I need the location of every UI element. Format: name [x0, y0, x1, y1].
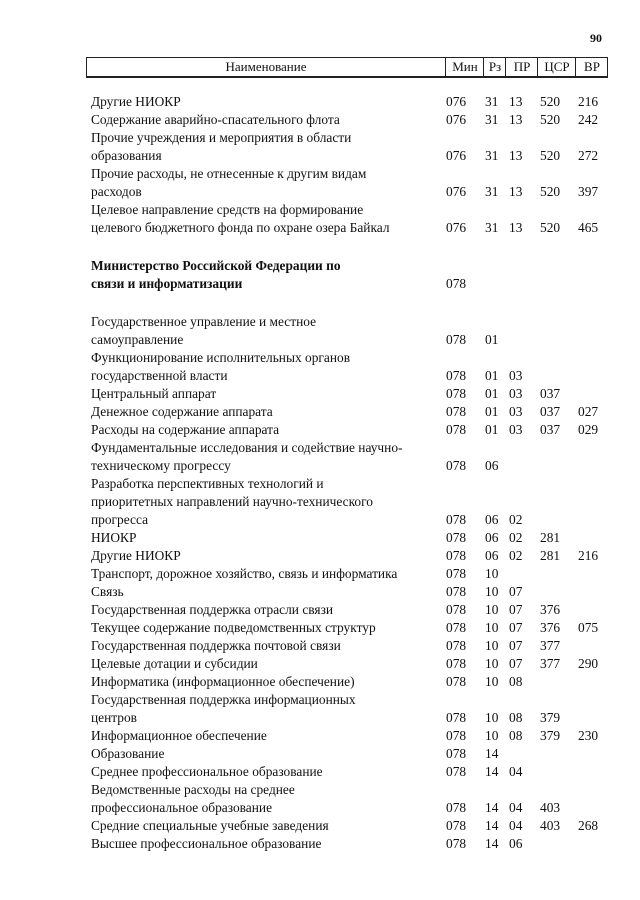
row-min: 078 — [446, 404, 467, 419]
row-csr: 520 — [540, 148, 561, 163]
row-vr: 216 — [578, 548, 599, 563]
row-min: 078 — [446, 800, 467, 815]
table-row — [0, 745, 640, 763]
row-pr: 13 — [509, 112, 523, 127]
row-name: Ведомственные расходы на среднее профессиональное образование — [91, 782, 295, 815]
row-rz: 10 — [485, 710, 499, 725]
row-pr: 13 — [509, 94, 523, 109]
row-min: 076 — [446, 220, 467, 235]
row-csr: 037 — [540, 422, 561, 437]
row-vr: 397 — [578, 184, 599, 199]
row-name: Государственная поддержка отрасли связи — [91, 602, 334, 617]
row-name: Средние специальные учебные заведения — [91, 818, 329, 833]
table-row — [0, 565, 640, 583]
row-csr: 377 — [540, 656, 561, 671]
row-name: Прочие учреждения и мероприятия в области образования — [91, 130, 352, 163]
row-pr: 08 — [509, 710, 523, 725]
row-min: 078 — [446, 818, 467, 833]
row-rz: 01 — [485, 332, 499, 347]
row-name: Государственная поддержка почтовой связи — [91, 638, 341, 653]
table-row — [0, 583, 640, 601]
row-pr: 07 — [509, 638, 523, 653]
row-pr: 07 — [509, 620, 523, 635]
row-name: Транспорт, дорожное хозяйство, связь и информатика — [91, 566, 398, 581]
row-min: 078 — [446, 566, 467, 581]
row-name: Другие НИОКР — [91, 548, 181, 563]
row-pr: 04 — [509, 764, 523, 779]
row-name: Расходы на содержание аппарата — [91, 422, 280, 437]
row-min: 078 — [446, 530, 467, 545]
row-pr: 06 — [509, 836, 523, 851]
row-vr: 272 — [578, 148, 599, 163]
row-pr: 07 — [509, 656, 523, 671]
row-min: 078 — [446, 746, 467, 761]
table-row — [0, 201, 640, 237]
row-pr: 02 — [509, 530, 523, 545]
table-row — [0, 385, 640, 403]
row-name: Информационное обеспечение — [91, 728, 267, 743]
row-rz: 01 — [485, 422, 499, 437]
row-rz: 14 — [485, 800, 499, 815]
row-csr: 379 — [540, 728, 561, 743]
table-row — [0, 835, 640, 853]
row-vr: 242 — [578, 112, 599, 127]
row-csr: 377 — [540, 638, 561, 653]
row-rz: 06 — [485, 530, 499, 545]
row-rz: 14 — [485, 746, 499, 761]
row-min: 076 — [446, 148, 467, 163]
row-min: 076 — [446, 184, 467, 199]
row-min: 078 — [446, 638, 467, 653]
row-rz: 01 — [485, 368, 499, 383]
row-min: 078 — [446, 710, 467, 725]
table-row — [0, 313, 640, 349]
row-vr: 465 — [578, 220, 599, 235]
row-name: Другие НИОКР — [91, 94, 181, 109]
row-rz: 01 — [485, 404, 499, 419]
row-rz: 14 — [485, 764, 499, 779]
row-csr: 037 — [540, 386, 561, 401]
row-name: Связь — [91, 584, 124, 599]
row-pr: 08 — [509, 674, 523, 689]
row-rz: 01 — [485, 386, 499, 401]
row-rz: 10 — [485, 674, 499, 689]
row-min: 078 — [446, 656, 467, 671]
table-row — [0, 547, 640, 565]
row-min: 078 — [446, 512, 467, 527]
row-rz: 14 — [485, 836, 499, 851]
row-name: Целевое направление средств на формирование целевого бюджетного фонда по охране озера Байкал — [91, 202, 390, 235]
row-name: Образование — [91, 746, 165, 761]
table-row — [0, 93, 640, 111]
table-row — [0, 257, 640, 293]
row-pr: 03 — [509, 386, 523, 401]
header-pr: ПР — [505, 58, 538, 76]
row-pr: 13 — [509, 220, 523, 235]
row-min: 078 — [446, 368, 467, 383]
row-min: 078 — [446, 836, 467, 851]
row-min: 078 — [446, 458, 467, 473]
table-row — [0, 637, 640, 655]
table-row — [0, 691, 640, 727]
row-rz: 14 — [485, 818, 499, 833]
row-name: Разработка перспективных технологий и приоритетных направлений научно-технического прогресса — [91, 476, 373, 527]
row-name: Центральный аппарат — [91, 386, 217, 401]
row-pr: 04 — [509, 800, 523, 815]
row-vr: 029 — [578, 422, 599, 437]
row-name: Содержание аварийно-спасательного флота — [91, 112, 340, 127]
row-pr: 02 — [509, 512, 523, 527]
row-name: Информатика (информационное обеспечение) — [91, 674, 355, 689]
table-row — [0, 817, 640, 835]
row-csr: 520 — [540, 184, 561, 199]
row-csr: 520 — [540, 112, 561, 127]
row-min: 076 — [446, 112, 467, 127]
table-row — [0, 475, 640, 529]
table-row — [0, 165, 640, 201]
row-csr: 520 — [540, 94, 561, 109]
table-row — [0, 673, 640, 691]
table-row — [0, 111, 640, 129]
row-vr: 075 — [578, 620, 599, 635]
row-csr: 403 — [540, 818, 561, 833]
table-row — [0, 655, 640, 673]
header-rz: Рз — [483, 58, 506, 76]
row-rz: 31 — [485, 148, 499, 163]
table-row — [0, 421, 640, 439]
row-min: 078 — [446, 602, 467, 617]
header-vr: ВР — [575, 58, 608, 76]
row-name: Текущее содержание подведомственных структур — [91, 620, 376, 635]
table-row — [0, 529, 640, 547]
row-min: 078 — [446, 620, 467, 635]
row-csr: 403 — [540, 800, 561, 815]
row-vr: 290 — [578, 656, 599, 671]
row-rz: 10 — [485, 602, 499, 617]
row-rz: 10 — [485, 584, 499, 599]
table-row — [0, 601, 640, 619]
row-rz: 10 — [485, 620, 499, 635]
row-name: Функционирование исполнительных органов государственной власти — [91, 350, 351, 383]
row-pr: 03 — [509, 422, 523, 437]
table-row — [0, 349, 640, 385]
row-csr: 281 — [540, 530, 561, 545]
row-rz: 31 — [485, 94, 499, 109]
row-min: 078 — [446, 764, 467, 779]
row-pr: 08 — [509, 728, 523, 743]
row-rz: 06 — [485, 458, 499, 473]
table-row — [0, 727, 640, 745]
row-csr: 376 — [540, 602, 561, 617]
row-name: Государственная поддержка информационных центров — [91, 692, 356, 725]
row-rz: 10 — [485, 566, 499, 581]
row-csr: 037 — [540, 404, 561, 419]
row-min: 078 — [446, 276, 467, 291]
row-name: Государственное управление и местное самоуправление — [91, 314, 317, 347]
row-min: 078 — [446, 548, 467, 563]
row-min: 078 — [446, 332, 467, 347]
row-rz: 10 — [485, 638, 499, 653]
table-row — [0, 403, 640, 421]
table-header — [86, 57, 608, 78]
row-name: НИОКР — [91, 530, 137, 545]
table-row — [0, 763, 640, 781]
row-csr: 379 — [540, 710, 561, 725]
row-rz: 06 — [485, 548, 499, 563]
table-row — [0, 439, 640, 475]
row-pr: 13 — [509, 184, 523, 199]
row-min: 078 — [446, 728, 467, 743]
row-csr: 376 — [540, 620, 561, 635]
table-row — [0, 129, 640, 165]
row-vr: 216 — [578, 94, 599, 109]
row-name: Среднее профессиональное образование — [91, 764, 323, 779]
row-pr: 02 — [509, 548, 523, 563]
row-vr: 027 — [578, 404, 599, 419]
row-vr: 230 — [578, 728, 599, 743]
row-pr: 03 — [509, 404, 523, 419]
row-name: Целевые дотации и субсидии — [91, 656, 258, 671]
row-rz: 31 — [485, 112, 499, 127]
row-min: 078 — [446, 422, 467, 437]
row-pr: 13 — [509, 148, 523, 163]
row-min: 078 — [446, 674, 467, 689]
row-min: 078 — [446, 386, 467, 401]
header-csr: ЦСР — [537, 58, 576, 76]
header-min: Мин — [445, 58, 484, 76]
row-rz: 10 — [485, 656, 499, 671]
page-number: 90 — [590, 31, 602, 45]
row-csr: 281 — [540, 548, 561, 563]
row-rz: 31 — [485, 220, 499, 235]
row-rz: 10 — [485, 728, 499, 743]
table-row — [0, 781, 640, 817]
table-row — [0, 619, 640, 637]
row-name: Прочие расходы, не отнесенные к другим видам расходов — [91, 166, 367, 199]
row-vr: 268 — [578, 818, 599, 833]
row-csr: 520 — [540, 220, 561, 235]
row-min: 076 — [446, 94, 467, 109]
row-pr: 07 — [509, 584, 523, 599]
row-name: Денежное содержание аппарата — [91, 404, 273, 419]
row-name: Фундаментальные исследования и содействие научно- техническому прогрессу — [91, 440, 403, 473]
row-rz: 06 — [485, 512, 499, 527]
row-pr: 07 — [509, 602, 523, 617]
row-name: Высшее профессиональное образование — [91, 836, 322, 851]
row-rz: 31 — [485, 184, 499, 199]
row-min: 078 — [446, 584, 467, 599]
row-pr: 04 — [509, 818, 523, 833]
header-name: Наименование — [225, 59, 307, 74]
row-pr: 03 — [509, 368, 523, 383]
row-name: Министерство Российской Федерации по связи и информатизации — [91, 258, 341, 291]
